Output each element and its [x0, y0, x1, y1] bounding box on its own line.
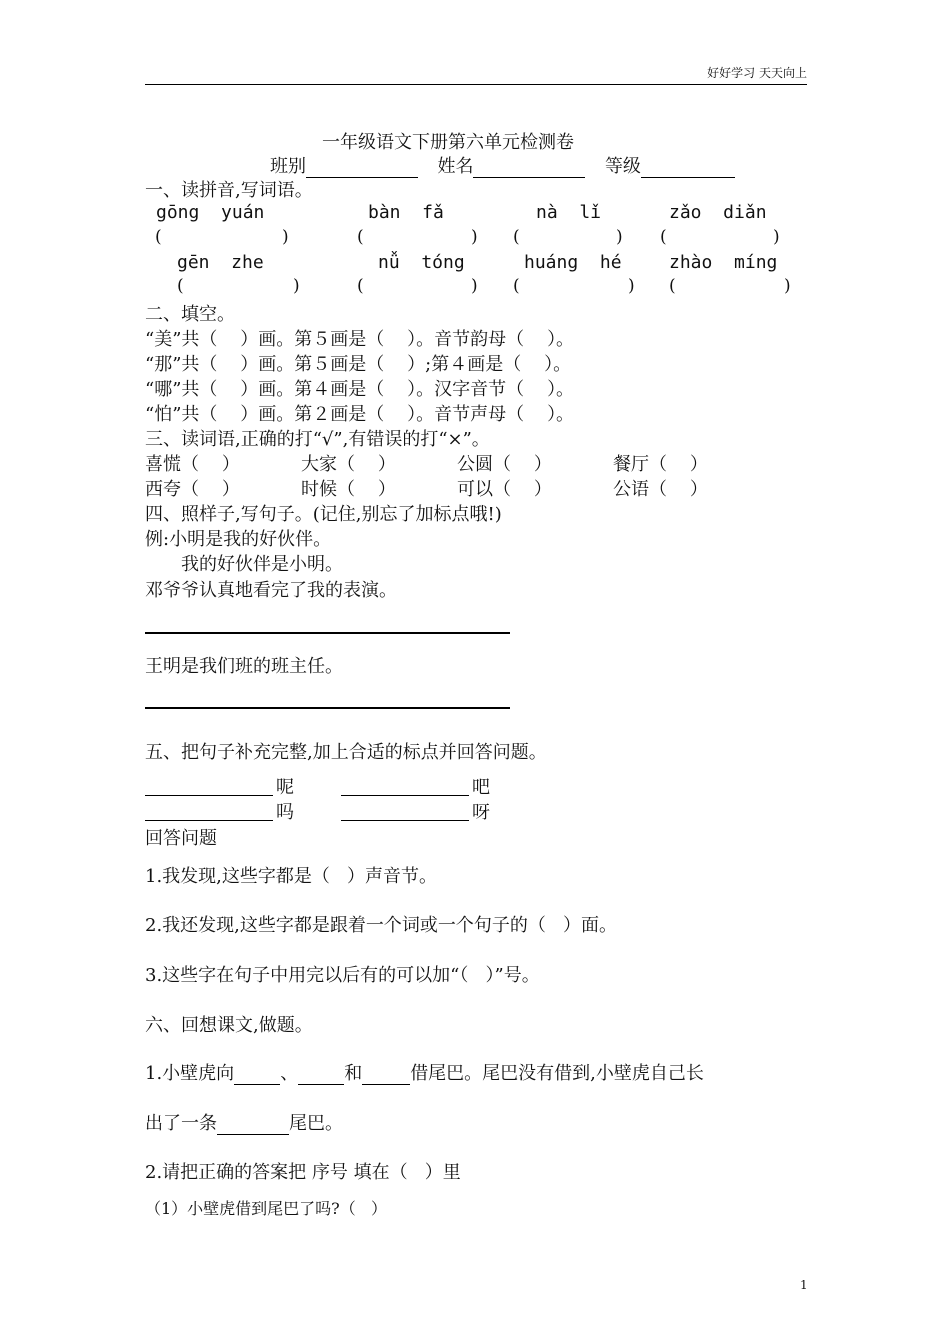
fill-line-1: “美”共（ ）画。第５画是（ ）。音节韵母（ ）。: [145, 329, 575, 350]
name-label: 姓名: [437, 156, 474, 177]
answer-line-1[interactable]: [145, 632, 510, 634]
recall-text: 和: [344, 1063, 363, 1084]
example-sentence-1: 例:小明是我的好伙伴。: [145, 529, 332, 550]
grade-blank[interactable]: [641, 159, 735, 178]
fill-line-4: “怕”共（ ）画。第２画是（ ）。音节声母（ ）。: [145, 404, 575, 425]
word-item: 时候（ ）: [301, 479, 396, 500]
recall-text: 1.小壁虎向: [145, 1063, 235, 1084]
section2-heading: 二、填空。: [145, 304, 235, 325]
paren-open: (: [357, 227, 364, 247]
page-number: 1: [800, 1278, 808, 1292]
ending-word: 吧: [472, 777, 490, 798]
word-item: 公圆（ ）: [457, 454, 552, 475]
answer-question-3: 3.这些字在句子中用完以后有的可以加“（ ）”号。: [145, 965, 540, 986]
pinyin-3: nà lǐ: [536, 202, 602, 223]
paren-close: ): [282, 227, 289, 247]
paren-open: (: [513, 227, 520, 247]
word-item: 大家（ ）: [301, 454, 396, 475]
word-item: 喜慌（ ）: [145, 454, 240, 475]
pinyin-6: nǚ tóng: [378, 252, 465, 273]
recall-blank[interactable]: [362, 1066, 410, 1085]
header-slogan: 好好学习 天天向上: [707, 66, 807, 80]
paren-close: ): [293, 276, 300, 296]
pinyin-1: gōng yuán: [156, 202, 265, 223]
recall-text: 出了一条: [145, 1113, 217, 1134]
paren-close: ): [784, 276, 791, 296]
answer-question-1: 1.我发现,这些字都是（ ）声音节。: [145, 866, 438, 887]
section6-heading: 六、回想课文,做题。: [145, 1015, 313, 1036]
word-item: 西夸（ ）: [145, 479, 240, 500]
pinyin-5: gēn zhe: [177, 252, 264, 273]
student-info: [270, 152, 735, 178]
pinyin-4: zǎo diǎn: [669, 202, 767, 223]
ending-word: 呢: [276, 777, 294, 798]
recall-blank[interactable]: [217, 1116, 289, 1135]
header-rule: [145, 84, 807, 85]
recall-blank[interactable]: [234, 1066, 280, 1085]
class-blank[interactable]: [306, 159, 418, 178]
section3-heading: 三、读词语,正确的打“√”,有错误的打“×”。: [145, 429, 490, 450]
paren-close: ): [616, 227, 623, 247]
answer-label: 回答问题: [145, 828, 217, 849]
recall-blank[interactable]: [298, 1066, 344, 1085]
recall-question-1-cont: [145, 1109, 343, 1135]
answer-question-2: 2.我还发现,这些字都是跟着一个词或一个句子的（ ）面。: [145, 915, 618, 936]
recall-text: 、: [280, 1063, 299, 1084]
sentence-blank[interactable]: [145, 820, 273, 821]
recall-question-1: [145, 1059, 704, 1085]
paren-open: (: [177, 276, 184, 296]
ending-word: 呀: [472, 802, 490, 823]
rewrite-question-1: 邓爷爷认真地看完了我的表演。: [145, 580, 397, 601]
answer-line-2[interactable]: [145, 707, 510, 709]
paren-close: ): [773, 227, 780, 247]
paren-open: (: [155, 227, 162, 247]
word-item: 可以（ ）: [457, 479, 552, 500]
recall-text: 尾巴。: [289, 1113, 343, 1134]
fill-line-3: “哪”共（ ）画。第４画是（ ）。汉字音节（ ）。: [145, 379, 575, 400]
paren-close: ): [471, 276, 478, 296]
pinyin-2: bàn fǎ: [368, 202, 444, 223]
pinyin-8: zhào míng: [669, 252, 778, 273]
sentence-blank[interactable]: [341, 795, 469, 796]
paren-close: ): [471, 227, 478, 247]
word-item: 餐厅（ ）: [613, 454, 708, 475]
recall-question-2: 2.请把正确的答案把 序号 填在（ ）里: [145, 1162, 461, 1183]
sentence-blank[interactable]: [145, 795, 273, 796]
class-label: 班别: [270, 156, 306, 177]
pinyin-7: huáng hé: [524, 252, 622, 273]
fill-line-2: “那”共（ ）画。第５画是（ ）;第４画是（ ）。: [145, 354, 572, 375]
paren-open: (: [660, 227, 667, 247]
sentence-blank[interactable]: [341, 820, 469, 821]
rewrite-question-2: 王明是我们班的班主任。: [145, 656, 343, 677]
word-item: 公语（ ）: [613, 479, 708, 500]
section4-heading: 四、照样子,写句子。(记住,别忘了加标点哦!): [145, 504, 502, 525]
name-blank[interactable]: [473, 159, 585, 178]
recall-text: 借尾巴。尾巴没有借到,小壁虎自己长: [410, 1063, 704, 1084]
ending-word: 吗: [276, 802, 294, 823]
example-sentence-2: 我的好伙伴是小明。: [181, 554, 343, 575]
grade-label: 等级: [604, 156, 641, 177]
paren-close: ): [628, 276, 635, 296]
paren-open: (: [669, 276, 676, 296]
section1-heading: 一、读拼音,写词语。: [145, 180, 313, 201]
section5-heading: 五、把句子补充完整,加上合适的标点并回答问题。: [145, 742, 547, 763]
page-title: 一年级语文下册第六单元检测卷: [322, 132, 574, 153]
paren-open: (: [513, 276, 520, 296]
paren-open: (: [357, 276, 364, 296]
recall-question-2-1: （1）小壁虎借到尾巴了吗?（ ）: [145, 1199, 388, 1218]
